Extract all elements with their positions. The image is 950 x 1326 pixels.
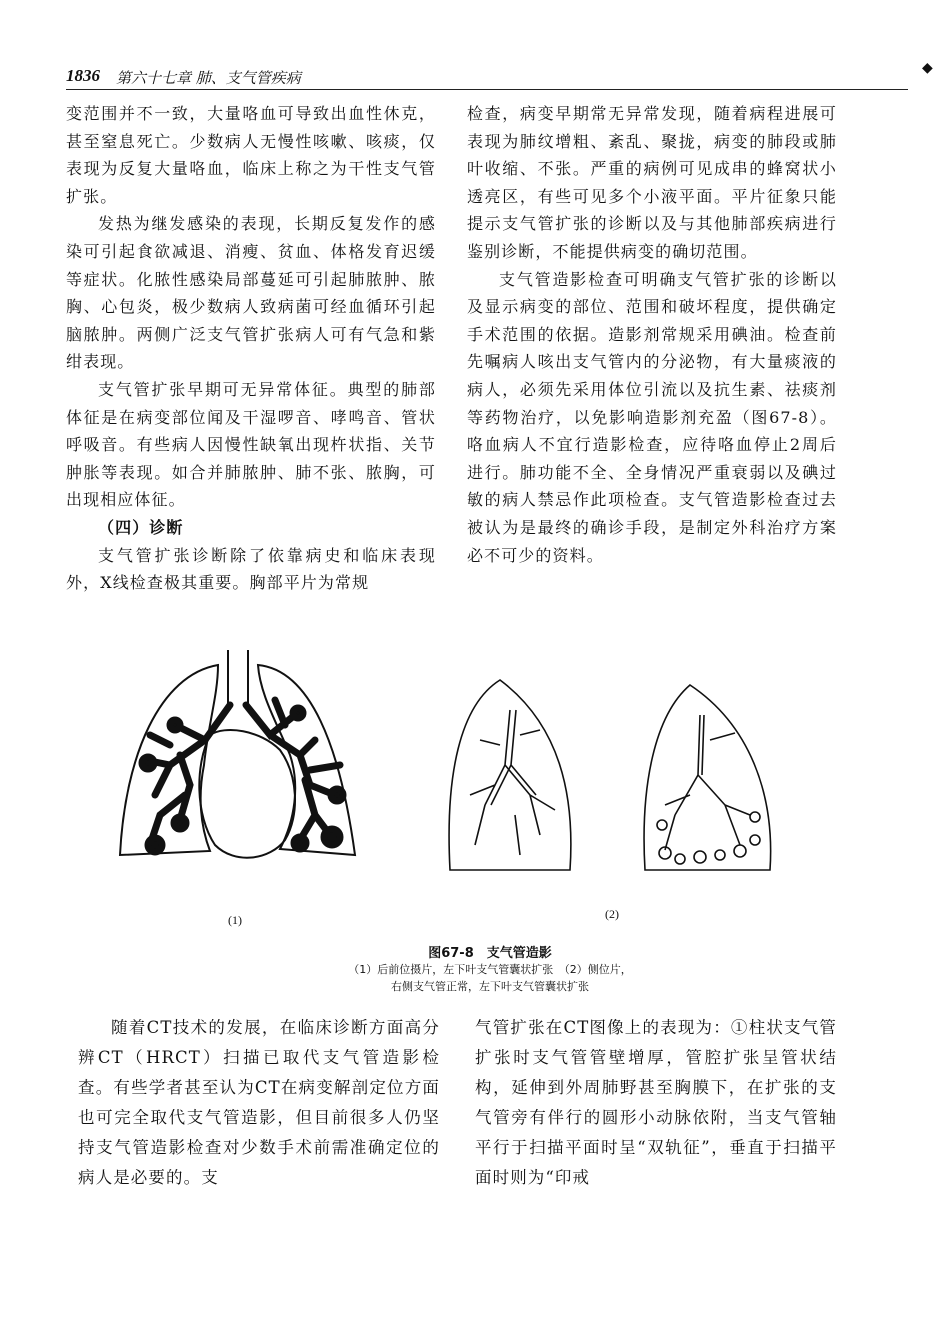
figure-67-8	[100, 645, 860, 935]
figure-label-2: (2)	[605, 907, 619, 921]
paragraph: 检查，病变早期常无异常发现，随着病程进展可表现为肺纹增粗、紊乱、聚拢，病变的肺段或肺叶收缩、不张。严重的病例可见成串的蜂窝状小透亮区，有些可见多个小液平面。平片征象只能提示支气管扩张的诊断以及与其他肺部疾病进行鉴别诊断，不能提供病变的确切范围。	[467, 104, 837, 261]
bottom-left-column	[78, 1013, 440, 1193]
pa-view-bronchi	[142, 700, 343, 852]
page-number: 1836	[66, 66, 100, 85]
caption-line: （1）后前位摄片，左下叶支气管囊状扩张 （2）侧位片，	[348, 963, 632, 976]
running-header	[66, 66, 908, 90]
paragraph: 支气管扩张早期可无异常体征。典型的肺部体征是在病变部位闻及干湿啰音、哮鸣音、管状呼吸音。有些病人因慢性缺氧出现杵状指、关节肿胀等表现。如合并肺脓肿、肺不张、脓胸，可出现相应体征。	[66, 379, 436, 510]
header-rule	[66, 89, 908, 90]
lateral-view-right	[449, 680, 571, 870]
left-column	[66, 100, 436, 597]
figure-label-1: (1)	[228, 913, 242, 927]
paragraph: 发热为继发感染的表现，长期反复发作的感染可引起食欲减退、消瘦、贫血、体格发育迟缓等症状。化脓性感染局部蔓延可引起肺脓肿、脓胸、心包炎，极少数病人致病菌可经血循环引起脑脓肿。两侧广泛支气管扩张病人可有气急和紫绀表现。	[66, 214, 436, 372]
corner-mark-icon: ◆	[922, 60, 933, 76]
bronchogram-illustration	[100, 645, 860, 935]
paragraph: 支气管扩张诊断除了依靠病史和临床表现外，X线检查极其重要。胸部平片为常规	[66, 545, 436, 593]
paragraph: 变范围并不一致，大量咯血可导致出血性休克，甚至窒息死亡。少数病人无慢性咳嗽、咳痰，仅表现为反复大量咯血，临床上称之为干性支气管扩张。	[66, 104, 436, 206]
section-heading: （四）诊断	[98, 517, 184, 537]
figure-caption	[150, 942, 830, 995]
paragraph: 支气管造影检查可明确支气管扩张的诊断以及显示病变的部位、范围和破坏程度，提供确定手术范围的依据。造影剂常规采用碘油。检查前先嘱病人咳出支气管内的分泌物，有大量痰液的病人，必须先采用体位引流以及抗生素、祛痰剂等药物治疗，以免影响造影剂充盈（图67-8）。咯血病人不宜行造影检查，应待咯血停止2周后进行。肺功能不全、全身情况严重衰弱以及碘过敏的病人禁忌作此项检查。支气管造影检查过去被认为是最终的确诊手段，是制定外科治疗方案必不可少的资料。	[467, 269, 837, 565]
right-column	[467, 100, 837, 569]
chapter-title: 第六十七章 肺、支气管疾病	[116, 69, 301, 87]
paragraph: 气管扩张在CT图像上的表现为：①柱状支气管扩张时支气管管壁增厚，管腔扩张呈管状结构，延伸到外周肺野甚至胸膜下，在扩张的支气管旁有伴行的圆形小动脉依附，当支气管轴平行于扫描平面时呈“双轨征”，垂直于扫描平面时则为“印戒	[475, 1018, 837, 1187]
paragraph: 随着CT技术的发展，在临床诊断方面高分辨CT（HRCT）扫描已取代支气管造影检查。有些学者甚至认为CT在病变解剖定位方面也可完全取代支气管造影，但目前很多人仍坚持支气管造影检查对少数手术前需准确定位的病人是必要的。支	[78, 1018, 440, 1187]
lateral-view-left	[644, 685, 771, 870]
caption-title: 图67-8 支气管造影	[428, 946, 552, 961]
caption-line: 右侧支气管正常，左下叶支气管囊状扩张	[391, 980, 589, 993]
bottom-right-column	[475, 1013, 837, 1193]
